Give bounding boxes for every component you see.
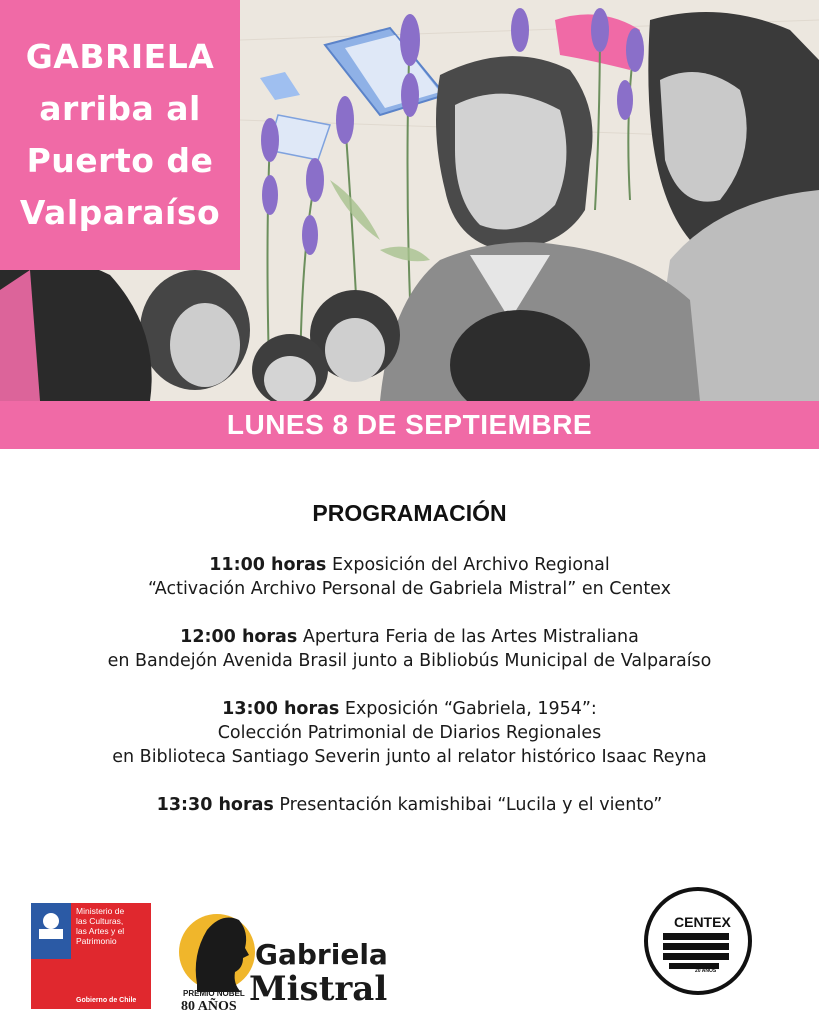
gabriela-mistral-80-logo xyxy=(177,900,407,1012)
program-event xyxy=(0,553,819,601)
hero-image xyxy=(0,0,819,401)
event-time: 13:00 horas xyxy=(222,699,340,719)
event-title-line: Puerto de xyxy=(26,141,214,180)
event-description: Colección Patrimonial de Diarios Regionales xyxy=(217,723,602,743)
program-event xyxy=(0,793,819,817)
event-title-line: arriba al xyxy=(39,89,201,128)
event-time: 11:00 horas xyxy=(209,555,327,575)
event-description: Exposición del Archivo Regional xyxy=(331,555,610,575)
program-heading: PROGRAMACIÓN xyxy=(312,500,507,526)
logo-name-line2: Mistral xyxy=(249,969,388,1009)
event-description: Presentación kamishibai “Lucila y el viento” xyxy=(279,795,663,815)
event-description: en Biblioteca Santiago Severin junto al relator histórico Isaac Reyna xyxy=(112,747,707,767)
event-description: Apertura Feria de las Artes Mistraliana xyxy=(302,627,639,647)
ministerio-line: las Artes y el xyxy=(76,926,125,936)
ministerio-culturas-logo xyxy=(31,903,151,1009)
program-event xyxy=(0,697,819,769)
event-title-line: GABRIELA xyxy=(25,37,215,76)
ministerio-line: Patrimonio xyxy=(76,936,117,946)
centex-sub: 20 AÑOS xyxy=(695,968,717,974)
ministerio-line: Ministerio de xyxy=(76,906,125,916)
centex-name: CENTEX xyxy=(674,914,731,930)
event-date: LUNES 8 DE SEPTIEMBRE xyxy=(0,401,819,449)
event-time: 13:30 horas xyxy=(156,795,274,815)
logo-name-line1: Gabriela xyxy=(255,938,388,971)
premio-nobel-label: PREMIO NOBEL xyxy=(183,989,245,998)
event-title-box xyxy=(0,0,240,270)
event-description: en Bandejón Avenida Brasil junto a Bibliobús Municipal de Valparaíso xyxy=(107,651,712,671)
event-description: Exposición “Gabriela, 1954”: xyxy=(344,699,597,719)
centex-logo xyxy=(643,886,753,996)
event-title-line: Valparaíso xyxy=(19,193,221,232)
program-event xyxy=(0,625,819,673)
event-time: 12:00 horas xyxy=(180,627,298,647)
premio-years-label: 80 AÑOS xyxy=(181,999,237,1012)
ministerio-line: las Culturas, xyxy=(76,916,124,926)
event-description: “Activación Archivo Personal de Gabriela Mistral” en Centex xyxy=(147,579,671,599)
gobierno-label: Gobierno de Chile xyxy=(76,997,137,1004)
